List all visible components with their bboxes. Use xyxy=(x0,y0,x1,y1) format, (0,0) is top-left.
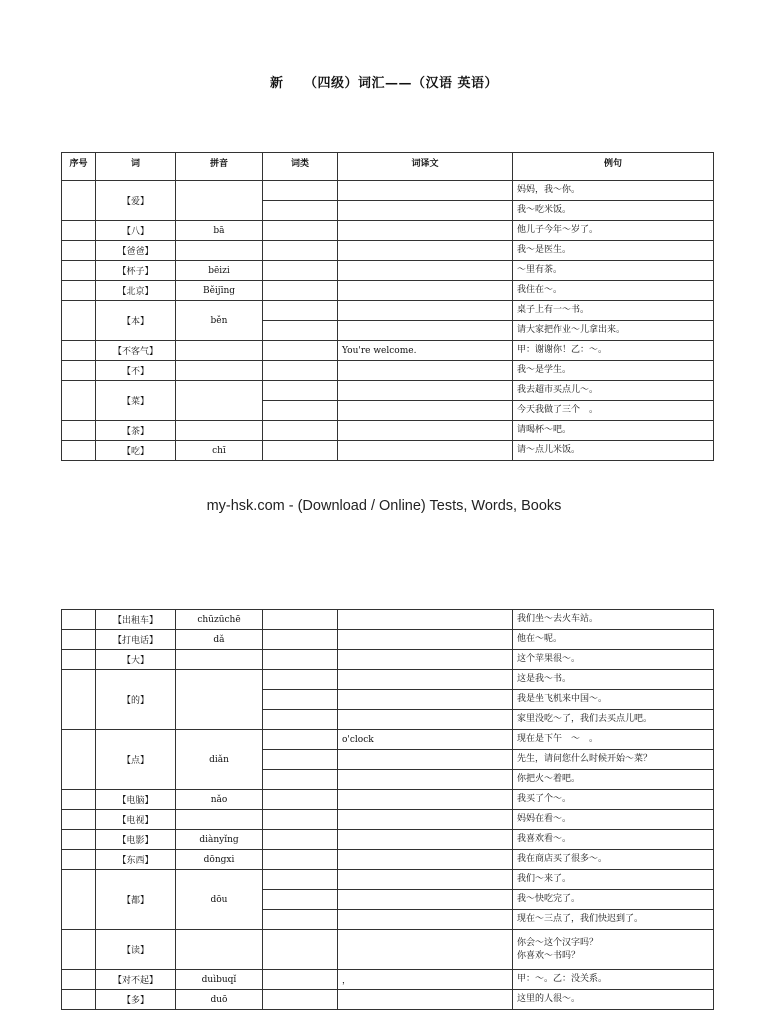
pinyin-cell: dǎ xyxy=(176,630,263,650)
table-row xyxy=(62,241,714,261)
table-row xyxy=(62,181,714,201)
example-cell xyxy=(513,381,714,401)
example-line: 我们～来了。 xyxy=(517,874,572,884)
example-line: 我在商店买了很多～。 xyxy=(517,854,608,864)
example-line: 你会～这个汉字吗？ xyxy=(517,937,599,948)
table-row xyxy=(62,301,714,321)
word-cell: 【大】 xyxy=(96,650,176,670)
example-cell xyxy=(513,650,714,670)
example-cell xyxy=(513,610,714,630)
example-cell xyxy=(513,810,714,830)
word-cell: 【八】 xyxy=(96,221,176,241)
example-line: 家里没吃～了，我们去买点儿吧。 xyxy=(517,714,653,724)
example-line: 我～是学生。 xyxy=(517,365,572,375)
example-cell xyxy=(513,281,714,301)
word-cell: 【对不起】 xyxy=(96,970,176,990)
index-cell xyxy=(62,790,96,810)
word-cell: 【不客气】 xyxy=(96,341,176,361)
example-line: 这里的人很～。 xyxy=(517,994,581,1004)
table-row xyxy=(62,730,714,750)
translation-cell xyxy=(338,690,513,710)
word-class-cell xyxy=(263,710,338,730)
example-line: 我～是医生。 xyxy=(517,245,572,255)
translation-cell xyxy=(338,221,513,241)
index-cell xyxy=(62,221,96,241)
pinyin-cell: Běijīng xyxy=(176,281,263,301)
table-row xyxy=(62,790,714,810)
pinyin-cell xyxy=(176,930,263,970)
example-line: 我买了个～。 xyxy=(517,794,572,804)
translation-cell xyxy=(338,750,513,770)
word-class-cell xyxy=(263,321,338,341)
translation-cell xyxy=(338,670,513,690)
vocab-table-1 xyxy=(61,152,714,461)
word-cell: 【的】 xyxy=(96,670,176,730)
footer-site-link[interactable]: my-hsk.com - (Download / Online) Tests, Words, Books xyxy=(206,498,562,514)
word-cell: 【打电话】 xyxy=(96,630,176,650)
translation-cell: You're welcome. xyxy=(338,341,513,361)
example-line: 这是我～书。 xyxy=(517,674,572,684)
example-line: 妈妈在看～。 xyxy=(517,814,572,824)
pinyin-cell: bēizi xyxy=(176,261,263,281)
translation-cell xyxy=(338,281,513,301)
pinyin-cell: diǎn xyxy=(176,730,263,790)
word-class-cell xyxy=(263,401,338,421)
pinyin-cell: bā xyxy=(176,221,263,241)
word-cell: 【本】 xyxy=(96,301,176,341)
header-translation: 词译文 xyxy=(338,153,513,181)
header-word-class: 词类 xyxy=(263,153,338,181)
example-line: 这个苹果很～。 xyxy=(517,654,581,664)
pinyin-cell xyxy=(176,810,263,830)
translation-cell xyxy=(338,610,513,630)
example-line: 今天我做了三个 。 xyxy=(517,405,599,415)
translation-cell xyxy=(338,770,513,790)
word-class-cell xyxy=(263,650,338,670)
table-row xyxy=(62,341,714,361)
example-line: 请喝杯～吧。 xyxy=(517,425,572,435)
translation-cell xyxy=(338,361,513,381)
word-cell: 【菜】 xyxy=(96,381,176,421)
example-line: 我～吃米饭。 xyxy=(517,205,572,215)
index-cell xyxy=(62,670,96,730)
word-class-cell xyxy=(263,261,338,281)
word-class-cell xyxy=(263,610,338,630)
translation-cell xyxy=(338,850,513,870)
word-class-cell xyxy=(263,421,338,441)
example-line: 我去超市买点儿～。 xyxy=(517,385,599,395)
word-class-cell xyxy=(263,870,338,890)
index-cell xyxy=(62,870,96,930)
example-cell xyxy=(513,930,714,970)
translation-cell xyxy=(338,401,513,421)
word-class-cell xyxy=(263,830,338,850)
word-class-cell xyxy=(263,850,338,870)
table-row xyxy=(62,870,714,890)
word-class-cell xyxy=(263,730,338,750)
index-cell xyxy=(62,441,96,461)
example-line: 请大家把作业～儿拿出来。 xyxy=(517,325,626,335)
table-row xyxy=(62,830,714,850)
index-cell xyxy=(62,830,96,850)
vocab-table-2 xyxy=(61,609,714,1010)
word-class-cell xyxy=(263,790,338,810)
index-cell xyxy=(62,381,96,421)
example-cell xyxy=(513,690,714,710)
translation-cell xyxy=(338,441,513,461)
word-cell: 【读】 xyxy=(96,930,176,970)
example-line: 桌子上有一～书。 xyxy=(517,305,590,315)
translation-cell xyxy=(338,910,513,930)
example-cell xyxy=(513,201,714,221)
translation-cell xyxy=(338,421,513,441)
index-cell xyxy=(62,241,96,261)
example-cell xyxy=(513,441,714,461)
index-cell xyxy=(62,341,96,361)
example-cell xyxy=(513,730,714,750)
pinyin-cell xyxy=(176,341,263,361)
table-row xyxy=(62,810,714,830)
example-cell xyxy=(513,970,714,990)
example-line: ～里有茶。 xyxy=(517,265,563,275)
example-line: 你把火～着吧。 xyxy=(517,774,581,784)
pinyin-cell: duìbuqǐ xyxy=(176,970,263,990)
example-line: 妈妈，我～你。 xyxy=(517,185,581,195)
translation-cell xyxy=(338,201,513,221)
translation-cell xyxy=(338,710,513,730)
translation-cell xyxy=(338,890,513,910)
page-title: 新 （四级）词汇——（汉语 英语） xyxy=(269,76,499,91)
table-row xyxy=(62,261,714,281)
word-class-cell xyxy=(263,181,338,201)
example-cell xyxy=(513,630,714,650)
word-class-cell xyxy=(263,381,338,401)
index-cell xyxy=(62,850,96,870)
table-row xyxy=(62,850,714,870)
example-cell xyxy=(513,401,714,421)
example-cell xyxy=(513,890,714,910)
translation-cell xyxy=(338,870,513,890)
word-class-cell xyxy=(263,990,338,1010)
word-class-cell xyxy=(263,970,338,990)
table-row xyxy=(62,670,714,690)
index-cell xyxy=(62,261,96,281)
example-cell xyxy=(513,830,714,850)
example-line: 他在～呢。 xyxy=(517,634,563,644)
translation-cell xyxy=(338,810,513,830)
example-line: 甲：谢谢你！乙：～。 xyxy=(517,345,608,355)
example-cell xyxy=(513,421,714,441)
word-class-cell xyxy=(263,930,338,970)
word-cell: 【都】 xyxy=(96,870,176,930)
pinyin-cell xyxy=(176,381,263,421)
word-cell: 【电影】 xyxy=(96,830,176,850)
table-row xyxy=(62,381,714,401)
example-line: 甲：～。乙：没关系。 xyxy=(517,974,608,984)
table-row xyxy=(62,930,714,970)
header-pinyin: 拼音 xyxy=(176,153,263,181)
header-example: 例句 xyxy=(513,153,714,181)
example-line: 我～快吃完了。 xyxy=(517,894,581,904)
index-cell xyxy=(62,630,96,650)
word-class-cell xyxy=(263,241,338,261)
word-class-cell xyxy=(263,770,338,790)
example-cell xyxy=(513,710,714,730)
translation-cell: o'clock xyxy=(338,730,513,750)
word-class-cell xyxy=(263,441,338,461)
word-cell: 【东西】 xyxy=(96,850,176,870)
pinyin-cell xyxy=(176,670,263,730)
example-cell xyxy=(513,181,714,201)
header-index: 序号 xyxy=(62,153,96,181)
pinyin-cell: běn xyxy=(176,301,263,341)
pinyin-cell: nǎo xyxy=(176,790,263,810)
word-class-cell xyxy=(263,201,338,221)
word-cell: 【北京】 xyxy=(96,281,176,301)
example-cell xyxy=(513,670,714,690)
translation-cell xyxy=(338,990,513,1010)
word-class-cell xyxy=(263,810,338,830)
index-cell xyxy=(62,281,96,301)
translation-cell xyxy=(338,630,513,650)
index-cell xyxy=(62,181,96,221)
word-class-cell xyxy=(263,341,338,361)
pinyin-cell: dōu xyxy=(176,870,263,930)
pinyin-cell: dōngxi xyxy=(176,850,263,870)
pinyin-cell: duō xyxy=(176,990,263,1010)
index-cell xyxy=(62,361,96,381)
word-class-cell xyxy=(263,690,338,710)
index-cell xyxy=(62,990,96,1010)
index-cell xyxy=(62,810,96,830)
translation-cell xyxy=(338,241,513,261)
example-cell xyxy=(513,870,714,890)
example-line: 我是坐飞机来中国～。 xyxy=(517,694,608,704)
index-cell xyxy=(62,930,96,970)
table-row xyxy=(62,990,714,1010)
example-cell xyxy=(513,321,714,341)
word-class-cell xyxy=(263,301,338,321)
pinyin-cell xyxy=(176,181,263,221)
example-cell xyxy=(513,910,714,930)
word-class-cell xyxy=(263,890,338,910)
example-cell xyxy=(513,221,714,241)
translation-cell xyxy=(338,321,513,341)
word-cell: 【茶】 xyxy=(96,421,176,441)
word-class-cell xyxy=(263,630,338,650)
word-cell: 【不】 xyxy=(96,361,176,381)
word-cell: 【电视】 xyxy=(96,810,176,830)
example-line: 请～点儿米饭。 xyxy=(517,445,581,455)
index-cell xyxy=(62,730,96,790)
example-cell xyxy=(513,790,714,810)
word-cell: 【电脑】 xyxy=(96,790,176,810)
table-row xyxy=(62,421,714,441)
pinyin-cell xyxy=(176,241,263,261)
index-cell xyxy=(62,301,96,341)
example-cell xyxy=(513,990,714,1010)
word-cell: 【多】 xyxy=(96,990,176,1010)
example-cell xyxy=(513,341,714,361)
translation-cell xyxy=(338,301,513,321)
word-cell: 【爸爸】 xyxy=(96,241,176,261)
translation-cell xyxy=(338,790,513,810)
example-line: 先生，请问您什么时候开始～菜？ xyxy=(517,754,653,764)
example-line: 你喜欢～书吗？ xyxy=(517,950,581,961)
translation-cell xyxy=(338,261,513,281)
translation-cell xyxy=(338,930,513,970)
example-line: 现在是下午 ～ 。 xyxy=(517,734,599,744)
word-class-cell xyxy=(263,361,338,381)
table-row xyxy=(62,361,714,381)
example-line: 我住在～。 xyxy=(517,285,563,295)
translation-cell xyxy=(338,381,513,401)
table-row xyxy=(62,970,714,990)
word-class-cell xyxy=(263,910,338,930)
translation-cell xyxy=(338,830,513,850)
word-cell: 【杯子】 xyxy=(96,261,176,281)
word-class-cell xyxy=(263,281,338,301)
pinyin-cell: chūzūchē xyxy=(176,610,263,630)
header-word: 词 xyxy=(96,153,176,181)
pinyin-cell xyxy=(176,421,263,441)
word-class-cell xyxy=(263,670,338,690)
example-cell xyxy=(513,770,714,790)
example-cell xyxy=(513,850,714,870)
example-cell xyxy=(513,241,714,261)
table-row xyxy=(62,610,714,630)
pinyin-cell xyxy=(176,361,263,381)
index-cell xyxy=(62,421,96,441)
pinyin-cell: diànyǐng xyxy=(176,830,263,850)
translation-cell xyxy=(338,181,513,201)
example-cell xyxy=(513,361,714,381)
example-line: 他儿子今年～岁了。 xyxy=(517,225,599,235)
table-row xyxy=(62,650,714,670)
word-class-cell xyxy=(263,221,338,241)
pinyin-cell: chī xyxy=(176,441,263,461)
table-row xyxy=(62,441,714,461)
table-row xyxy=(62,281,714,301)
index-cell xyxy=(62,970,96,990)
word-cell: 【出租车】 xyxy=(96,610,176,630)
example-line: 我们坐～去火车站。 xyxy=(517,614,599,624)
translation-cell xyxy=(338,650,513,670)
example-line: 现在～三点了，我们快迟到了。 xyxy=(517,914,644,924)
example-cell xyxy=(513,261,714,281)
translation-cell: ， xyxy=(338,970,513,990)
word-cell: 【吃】 xyxy=(96,441,176,461)
word-cell: 【爱】 xyxy=(96,181,176,221)
word-cell: 【点】 xyxy=(96,730,176,790)
index-cell xyxy=(62,650,96,670)
example-cell xyxy=(513,301,714,321)
example-cell xyxy=(513,750,714,770)
pinyin-cell xyxy=(176,650,263,670)
table-row xyxy=(62,221,714,241)
example-line: 我喜欢看～。 xyxy=(517,834,572,844)
table-row xyxy=(62,630,714,650)
word-class-cell xyxy=(263,750,338,770)
index-cell xyxy=(62,610,96,630)
